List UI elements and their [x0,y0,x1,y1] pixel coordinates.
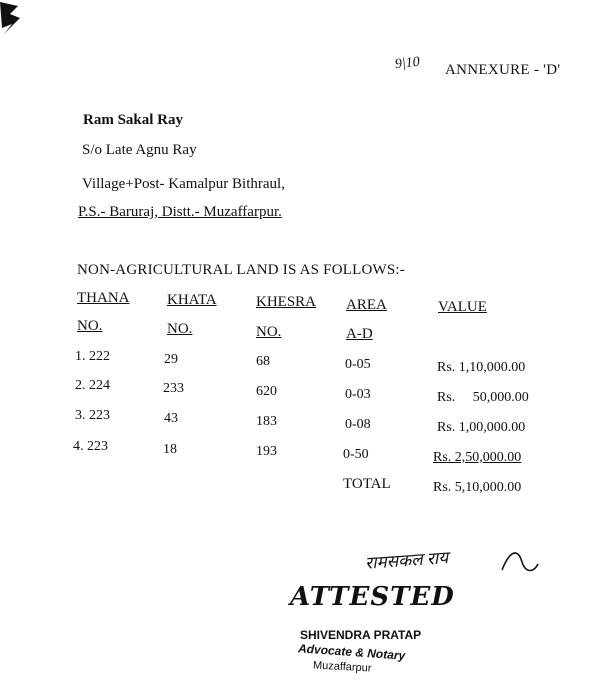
table-cell-thana: 3. 223 [75,408,110,423]
table-cell-khata: 18 [163,442,177,457]
addressee-name: Ram Sakal Ray [83,112,184,128]
total-value: Rs. 5,10,000.00 [433,480,522,495]
address-line-police-station: P.S.- Baruraj, Distt.- Muzaffarpur. [78,204,282,220]
signature-flourish [500,544,540,580]
attested-stamp: ATTESTED [290,582,455,612]
table-cell-value: Rs. 1,10,000.00 [437,360,526,375]
table-cell-thana: 1. 222 [75,349,110,364]
annexure-title: ANNEXURE - 'D' [445,62,561,78]
col-subheader-thana: NO. [77,318,103,334]
table-cell-thana: 2. 224 [75,378,110,393]
table-cell-khesra: 193 [256,444,277,459]
table-cell-khesra: 68 [256,354,270,369]
table-cell-khata: 233 [163,381,184,396]
col-header-thana: THANA [77,290,130,306]
col-header-khesra: KHESRA [256,294,317,310]
col-subheader-khata: NO. [167,321,193,337]
page-number-mark: 9|10 [394,54,421,73]
table-cell-area: 0-05 [345,357,371,372]
table-cell-area: 0-03 [345,387,371,402]
address-line-village: Village+Post- Kamalpur Bithraul, [82,176,285,192]
col-header-khata: KHATA [167,292,217,308]
handwritten-signature: रामसकल राय [364,548,449,573]
table-cell-value: Rs. 50,000.00 [437,390,529,405]
col-subheader-khesra: NO. [256,324,282,340]
section-heading: NON-AGRICULTURAL LAND IS AS FOLLOWS:- [77,262,405,278]
col-header-area: AREA [346,297,387,313]
total-label: TOTAL [343,476,391,492]
address-line-parent: S/o Late Agnu Ray [82,142,197,158]
table-cell-value: Rs. 1,00,000.00 [437,420,526,435]
table-cell-khesra: 620 [256,384,277,399]
table-cell-thana: 4. 223 [73,439,108,454]
table-cell-area: 0-50 [343,447,369,462]
table-cell-khata: 43 [164,411,178,426]
stamp-place: Muzaffarpur [312,659,372,675]
col-header-value: VALUE [438,299,487,315]
stamp-name: SHIVENDRA PRATAP [300,628,422,642]
table-cell-khesra: 183 [256,414,277,429]
table-cell-value: Rs. 2,50,000.00 [433,450,522,465]
stamp-title: Advocate & Notary [297,641,406,663]
scan-edge-mark [0,0,30,50]
table-cell-area: 0-08 [345,417,371,432]
col-subheader-area: A-D [346,326,373,342]
table-cell-khata: 29 [164,352,178,367]
